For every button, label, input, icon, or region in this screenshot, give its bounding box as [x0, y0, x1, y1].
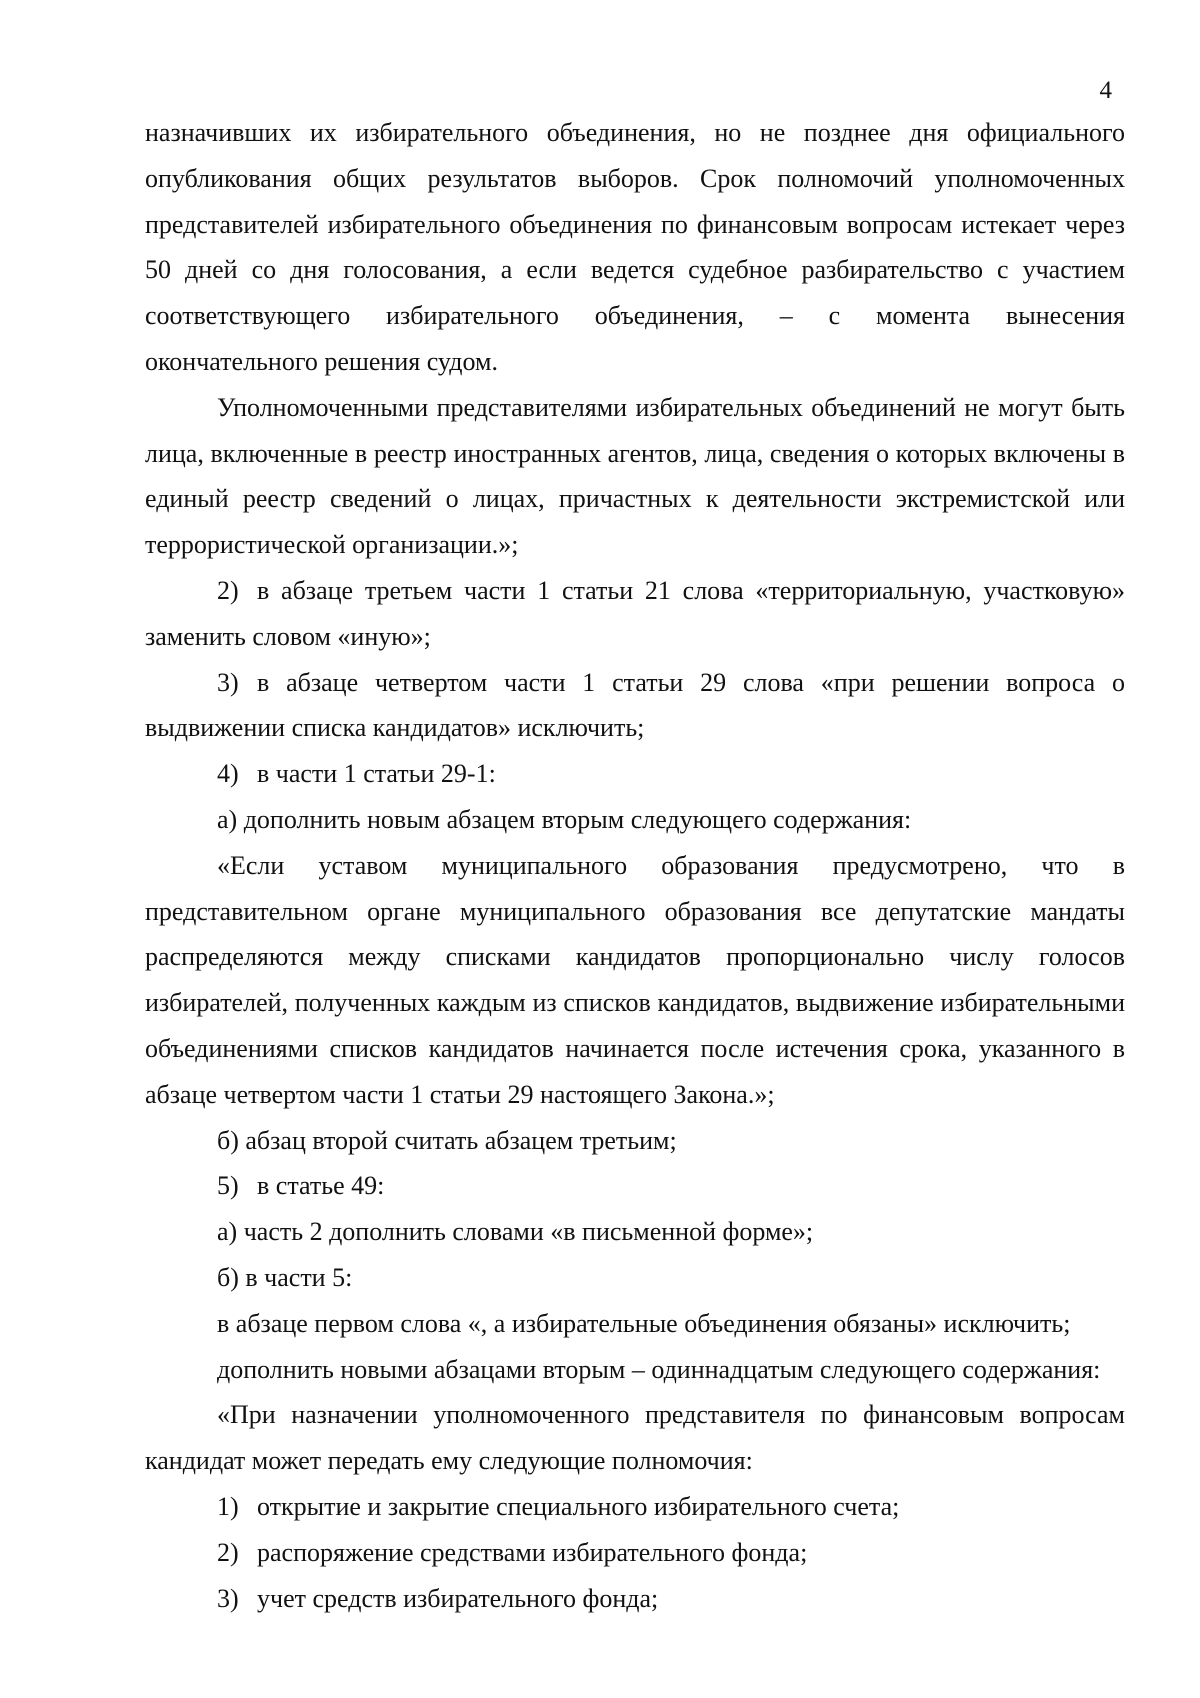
item-number: 2) — [217, 1537, 239, 1567]
paragraph-text: в статье 49: — [257, 1171, 385, 1201]
paragraph-text: учет средств избирательного фонда; — [257, 1583, 659, 1613]
paragraph — [145, 1118, 1125, 1164]
item-number: 1) — [217, 1491, 239, 1521]
paragraph-text: б) абзац второй считать абзацем третьим; — [217, 1125, 677, 1155]
paragraph — [145, 1301, 1125, 1347]
paragraph-text: «При назначении уполномоченного представителя по финансовым вопросам кандидат может передать ему следующие полномочия: — [145, 1400, 1125, 1476]
list-item — [145, 660, 1125, 752]
paragraph-text: а) дополнить новым абзацем вторым следующего содержания: — [217, 804, 912, 834]
paragraph-text: б) в части 5: — [217, 1262, 353, 1292]
item-number: 2) — [217, 575, 239, 605]
paragraph-text: а) часть 2 дополнить словами «в письменной форме»; — [217, 1217, 814, 1247]
list-item — [145, 1576, 1125, 1622]
item-number: 4) — [217, 759, 239, 789]
paragraph — [145, 1392, 1125, 1484]
paragraph-text: в части 1 статьи 29-1: — [257, 759, 496, 789]
paragraph — [145, 843, 1125, 1118]
paragraph-text: в абзаце первом слова «, а избирательные объединения обязаны» исключить; — [217, 1308, 1071, 1338]
paragraph-text: в абзаце третьем части 1 статьи 21 слова «территориальную, участковую» заменить словом «иную»; — [145, 575, 1125, 651]
item-number: 3) — [217, 1583, 239, 1613]
paragraph-text: дополнить новыми абзацами вторым – одиннадцатым следующего содержания: — [217, 1354, 1101, 1384]
paragraph-text: «Если уставом муниципального образования предусмотрено, что в представительном органе муниципального образования все депутатские мандаты распределяются между списками кандидатов пропорционально числу голосов избирателей, полученных каждым из списков кандидатов, выдвижение избирательными объединениями списков кандидатов начинается после истечения срока, указанного в абзаце четвертом части 1 статьи 29 настоящего Закона.»; — [145, 850, 1125, 1109]
page-number: 4 — [1099, 77, 1112, 104]
item-number: 3) — [217, 667, 239, 697]
paragraph-text: распоряжение средствами избирательного фонда; — [257, 1537, 808, 1567]
document-body — [145, 110, 1125, 1621]
list-item — [145, 1163, 1125, 1209]
paragraph — [145, 1255, 1125, 1301]
list-item — [145, 1484, 1125, 1530]
paragraph-text: назначивших их избирательного объединения, но не позднее дня официального опубликования общих результатов выборов. Срок полномочий уполномоченных представителей избирательного объединения по финансовым вопросам истекает через 50 дней со дня голосования, а если ведется судебное разбирательство с участием соответствующего избирательного объединения, – с момента вынесения окончательного решения судом. — [145, 118, 1125, 376]
paragraph — [145, 110, 1125, 385]
paragraph — [145, 1209, 1125, 1255]
paragraph-text: открытие и закрытие специального избирательного счета; — [257, 1491, 900, 1521]
list-item — [145, 1530, 1125, 1576]
paragraph-text: Уполномоченными представителями избирательных объединений не могут быть лица, включенные в реестр иностранных агентов, лица, сведения о которых включены в единый реестр сведений о лицах, причастных к деятельности экстремистской или террористической организации.»; — [145, 392, 1125, 560]
list-item — [145, 568, 1125, 660]
paragraph — [145, 385, 1125, 568]
paragraph — [145, 1347, 1125, 1393]
paragraph-text: в абзаце четвертом части 1 статьи 29 слова «при решении вопроса о выдвижении списка кандидатов» исключить; — [145, 667, 1125, 743]
paragraph — [145, 797, 1125, 843]
item-number: 5) — [217, 1171, 239, 1201]
list-item — [145, 751, 1125, 797]
